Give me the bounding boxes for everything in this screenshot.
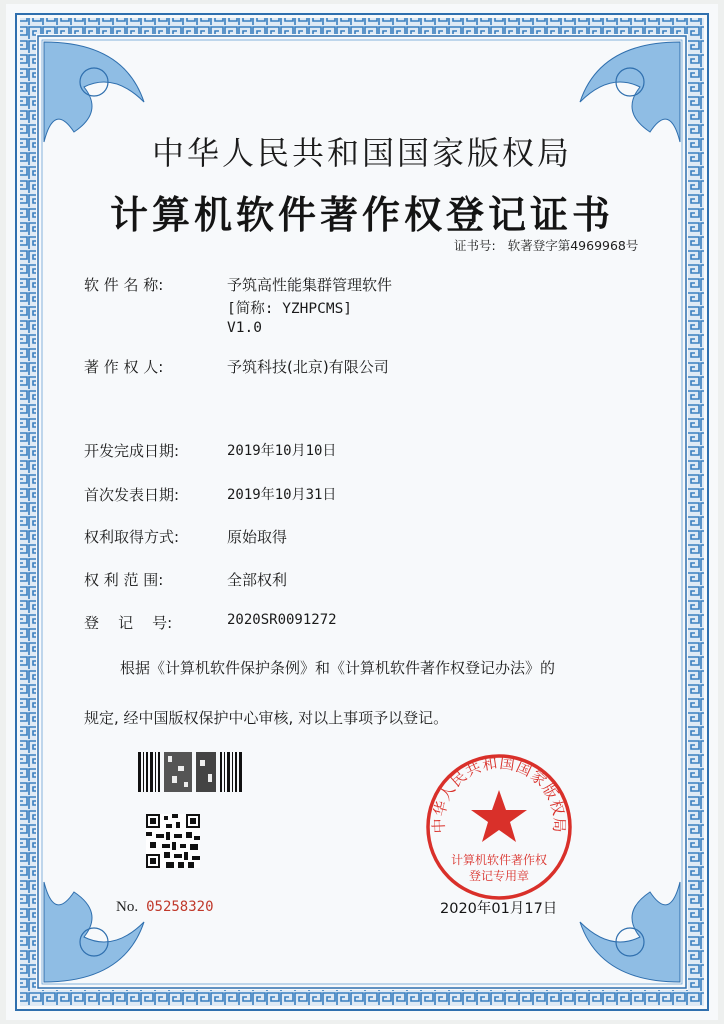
software-version: V1.0 <box>227 320 262 336</box>
dev-date-label: 开发完成日期: <box>84 442 180 460</box>
owner-label: 著 作 权 人: <box>84 358 164 376</box>
pub-date-row <box>84 484 337 505</box>
pub-date-value: 2019年10月31日 <box>227 487 337 503</box>
registration-number-label: 登 记 号: <box>84 614 173 632</box>
body-paragraph-line1: 根据《计算机软件保护条例》和《计算机软件著作权登记办法》的 <box>120 659 556 677</box>
software-short-name: [简称: YZHPCMS] <box>227 301 353 317</box>
dev-date-row <box>84 440 337 461</box>
rights-method-label: 权利取得方式: <box>84 528 180 546</box>
rights-method-row <box>84 526 288 547</box>
issuer-heading: 中华人民共和国国家版权局 <box>151 134 572 172</box>
owner-row <box>84 356 389 377</box>
issue-date: 2020年01月17日 <box>440 901 558 917</box>
barcode-image <box>138 752 242 792</box>
official-seal <box>424 752 574 902</box>
software-name-row <box>84 274 393 295</box>
registration-number-value: 2020SR0091272 <box>227 612 337 628</box>
certificate-title: 计算机软件著作权登记证书 <box>109 193 614 237</box>
svg-text:登记专用章: 登记专用章 <box>468 869 530 883</box>
serial-number <box>116 899 214 916</box>
pub-date-label: 首次发表日期: <box>84 486 180 504</box>
svg-text:计算机软件著作权: 计算机软件著作权 <box>450 853 548 867</box>
dev-date-value: 2019年10月10日 <box>227 443 337 459</box>
rights-scope-value: 全部权利 <box>227 571 288 589</box>
registration-number-row <box>84 612 337 633</box>
rights-method-value: 原始取得 <box>227 528 288 546</box>
svg-text:中华人民共和国国家版权局: 中华人民共和国国家版权局 <box>429 753 569 834</box>
certificate-number-value: 软著登字第4969968号 <box>507 238 639 253</box>
software-name-label: 软 件 名 称: <box>84 276 164 294</box>
certificate-number-label: 证书号: <box>454 238 496 253</box>
qr-code-image <box>146 814 200 868</box>
owner-value: 予筑科技(北京)有限公司 <box>227 358 389 376</box>
body-paragraph-line2: 规定, 经中国版权保护中心审核, 对以上事项予以登记。 <box>84 709 449 727</box>
rights-scope-label: 权 利 范 围: <box>84 571 164 589</box>
certificate-number <box>454 236 638 254</box>
software-name-value: 予筑高性能集群管理软件 <box>227 276 393 294</box>
rights-scope-row <box>84 569 288 590</box>
serial-number-label: No. <box>116 899 139 915</box>
serial-number-value: 05258320 <box>146 899 214 915</box>
